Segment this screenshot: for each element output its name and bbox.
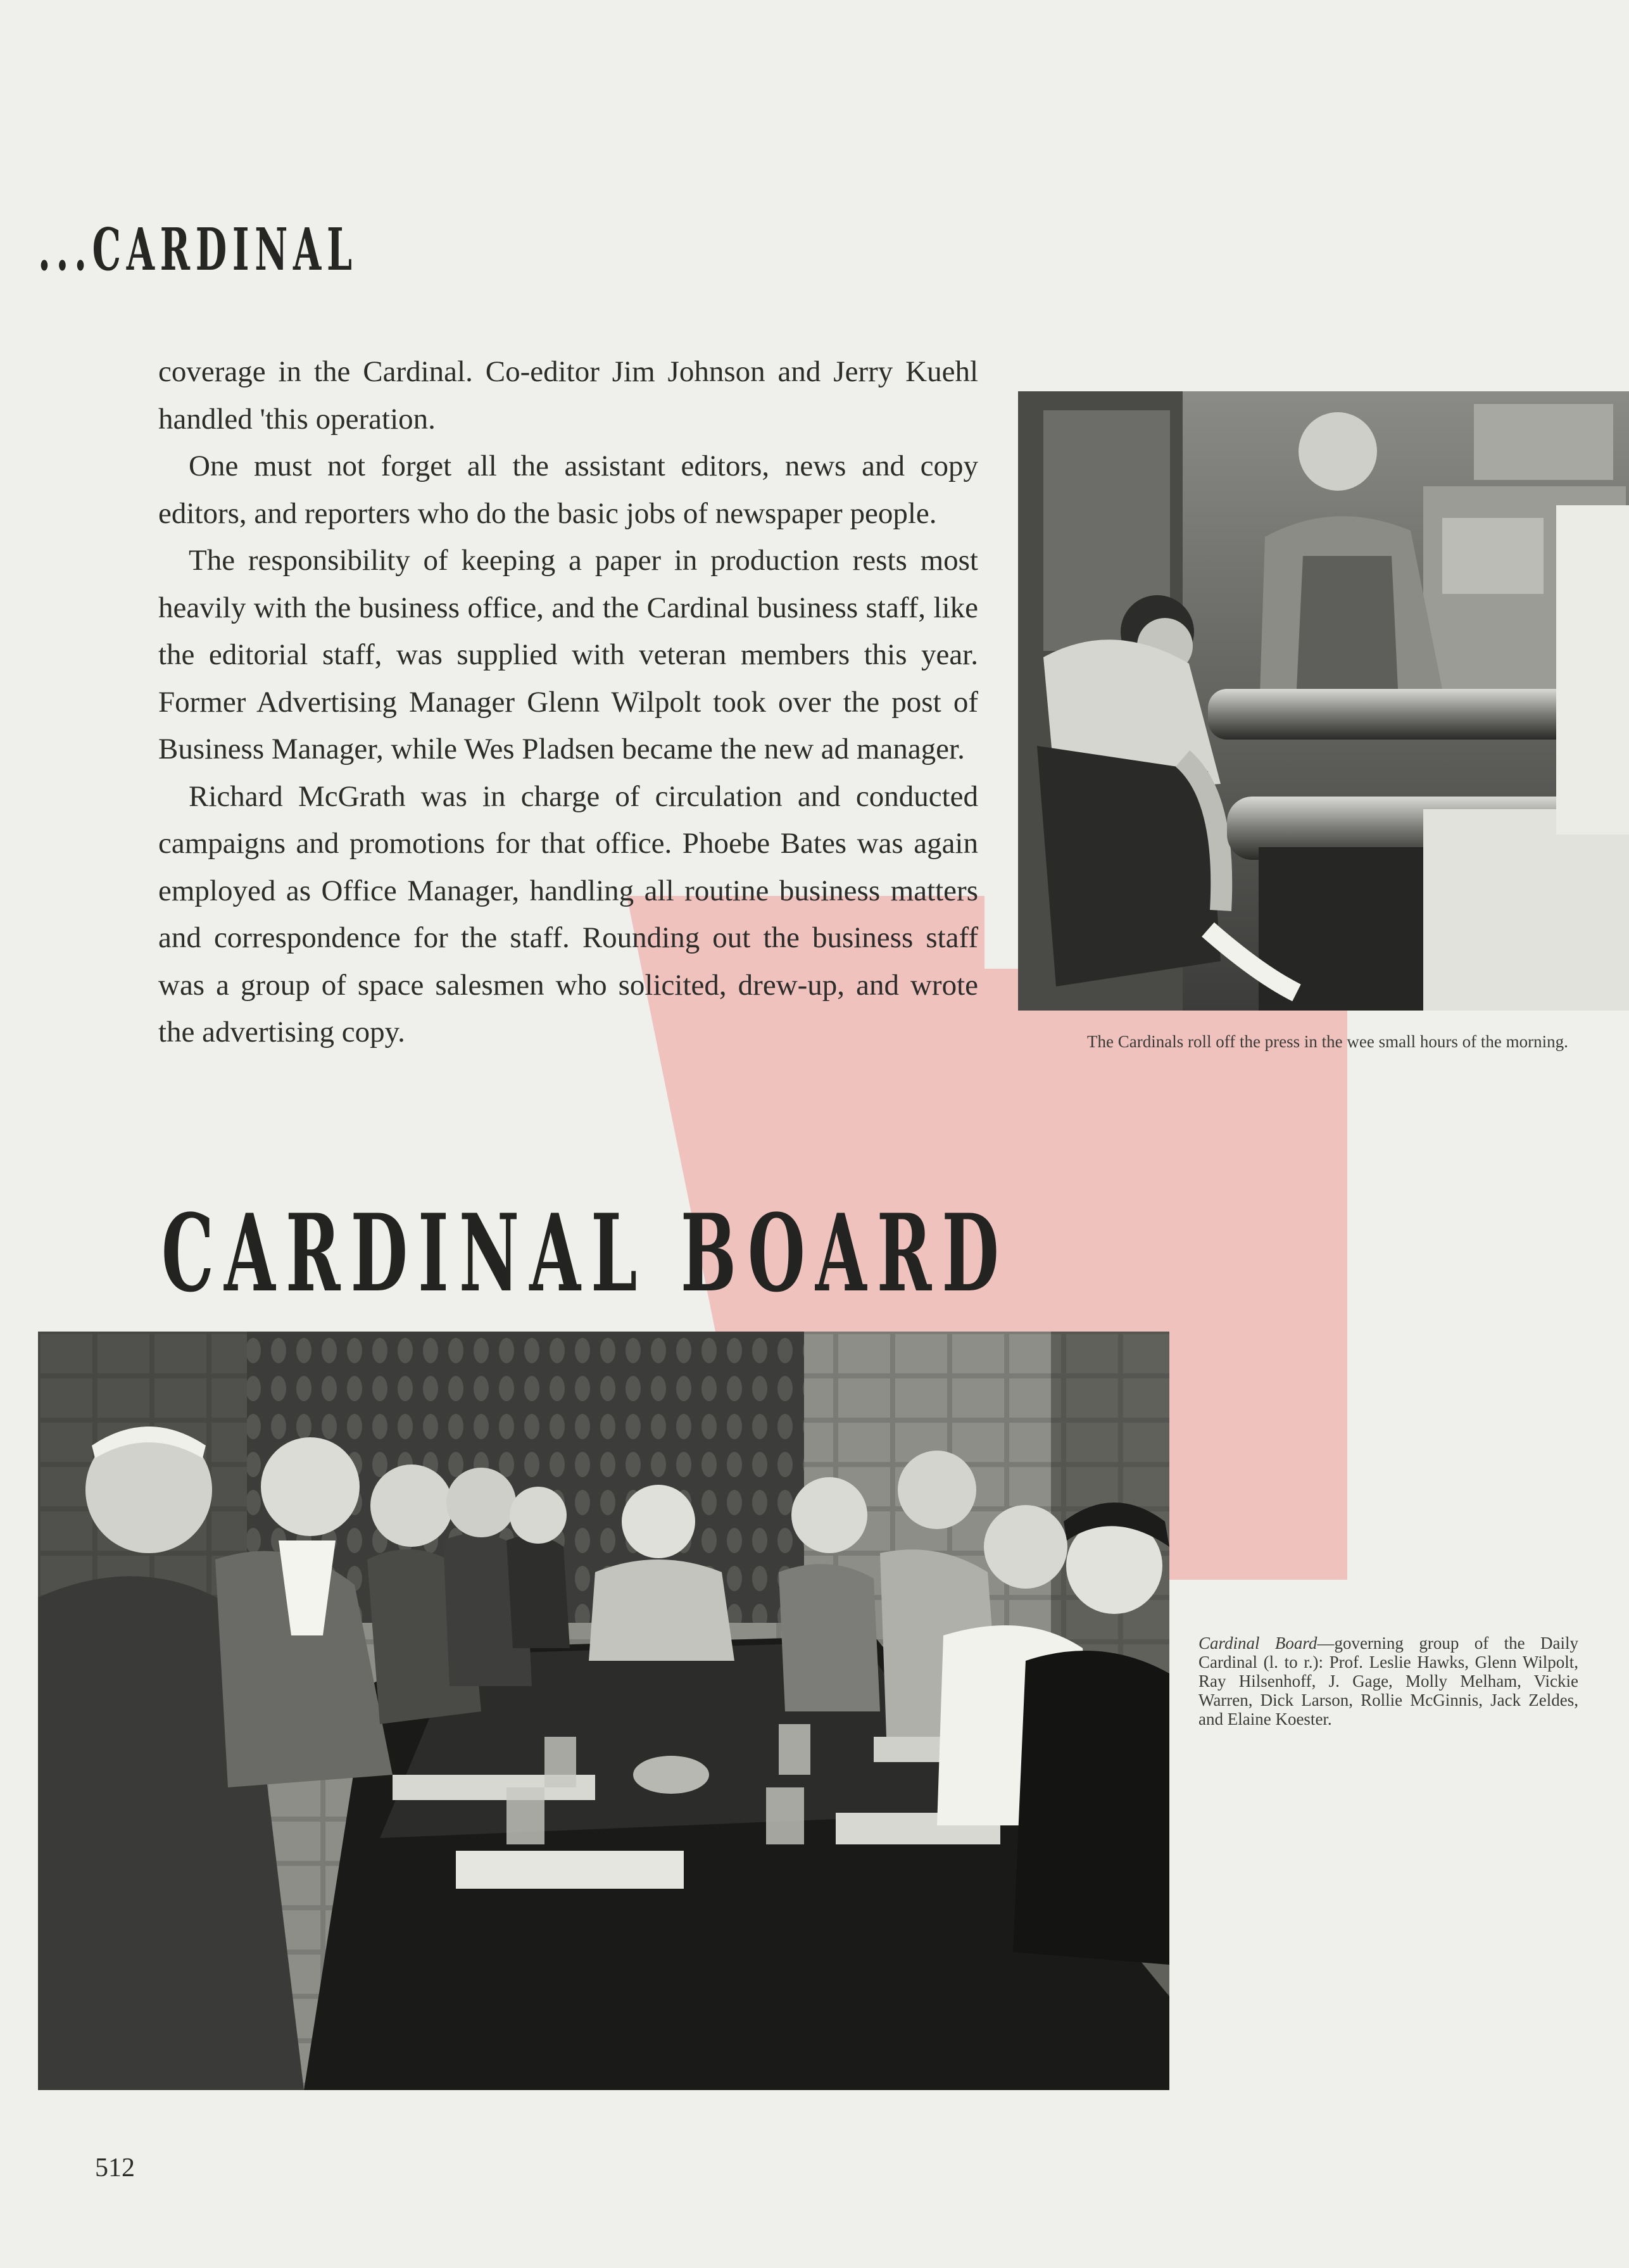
running-head: ...CARDINAL	[38, 215, 358, 284]
article-paragraph: coverage in the Cardinal. Co-editor Jim Johnson and Jerry Kuehl handled 'this operation.	[158, 355, 978, 436]
article-paragraph: One must not forget all the assistant editors, news and copy editors, and reporters who do the basic jobs of newspaper people.	[158, 450, 978, 530]
section-title: CARDINAL BOARD	[161, 1190, 1009, 1316]
article-paragraph: The responsibility of keeping a paper in production rests most heavily with the business office, and the Cardinal business staff, like the editorial staff, was supplied with veteran members this year. Former Advertising Manager Glenn Wilpolt took over the post of Business Manager, while Wes Pladsen became the new ad manager.	[158, 544, 978, 765]
board-caption-lead: Cardinal Board	[1198, 1634, 1318, 1653]
board-photo	[38, 1332, 1169, 2090]
board-photo-caption	[1198, 1634, 1578, 1729]
page-number: 512	[95, 2153, 135, 2183]
article-body	[158, 348, 978, 1056]
press-photo-caption: The Cardinals roll off the press in the wee small hours of the morning.	[1087, 1032, 1568, 1051]
board-caption-text: —governing group of the Daily Cardinal (l. to r.): Prof. Leslie Hawks, Glenn Wilpolt, Ray Hilsenhoff, J. Gage, Molly Melham, Vickie Warren, Dick Larson, Rollie McGinnis, Jack Zeldes, and Elaine Koester.	[1198, 1634, 1579, 1729]
press-photo	[1018, 391, 1629, 1011]
article-paragraph: Richard McGrath was in charge of circulation and conducted campaigns and promotions for that office. Phoebe Bates was again employed as Office Manager, handling all routine business matters and correspondence for the staff. Rounding out the business staff was a group of space salesmen who solicited, drew-up, and wrote the advertising copy.	[158, 779, 978, 1049]
